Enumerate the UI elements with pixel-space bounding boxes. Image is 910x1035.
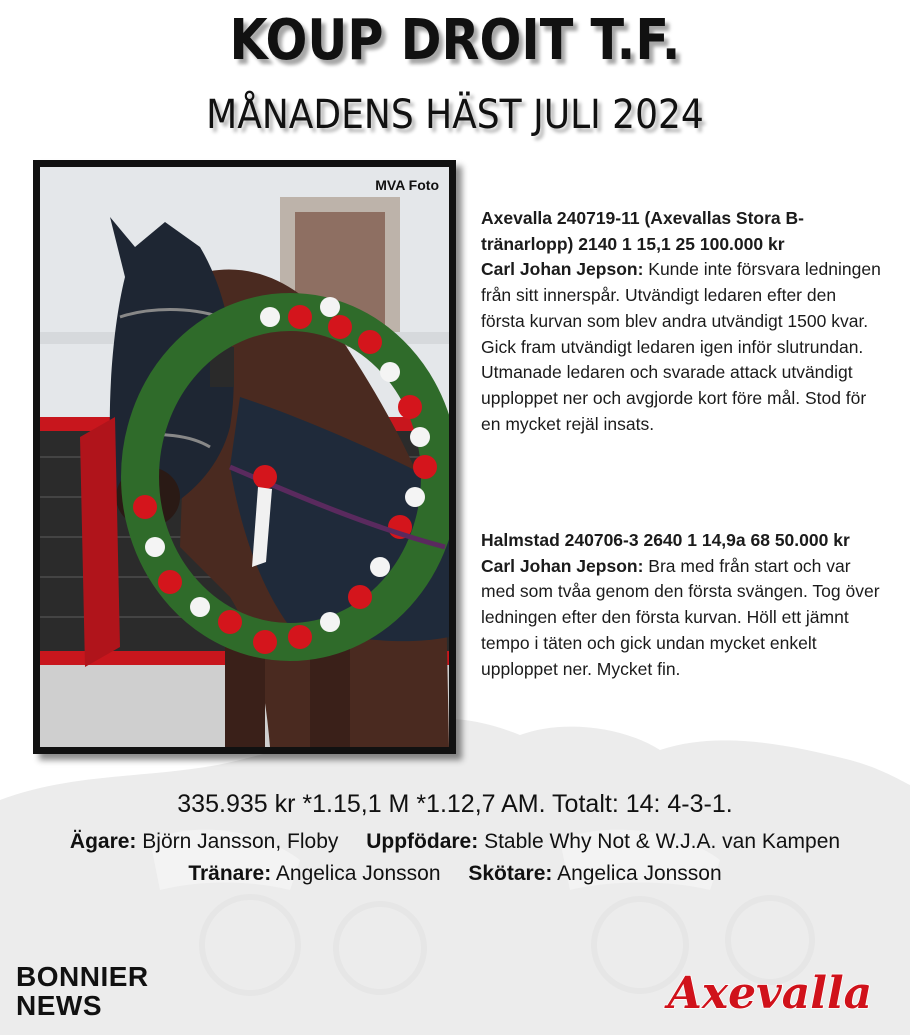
photo-credit: MVA Foto bbox=[375, 177, 439, 193]
race-2-driver: Carl Johan Jepson: bbox=[481, 555, 644, 576]
owner-value: Björn Jansson, Floby bbox=[142, 830, 339, 853]
bonnier-news-logo bbox=[16, 962, 149, 1020]
race-report-2 bbox=[481, 528, 881, 682]
owner-breeder-line bbox=[0, 830, 910, 854]
page-subtitle: MÅNADENS HÄST JULI 2024 bbox=[206, 92, 704, 138]
groom-value: Angelica Jonsson bbox=[557, 862, 722, 885]
bonnier-logo-line-2: NEWS bbox=[16, 990, 102, 1021]
horse-with-wreath-illustration bbox=[40, 167, 449, 747]
trainer-label: Tränare: bbox=[188, 862, 272, 885]
race-1-driver: Carl Johan Jepson: bbox=[481, 259, 644, 280]
trainer-value: Angelica Jonsson bbox=[275, 862, 441, 885]
page-title: KOUP DROIT T.F. bbox=[229, 8, 681, 73]
bonnier-logo-line-1: BONNIER bbox=[16, 961, 149, 992]
horse-photo-frame bbox=[33, 160, 456, 754]
race-report-1 bbox=[481, 206, 881, 437]
axevalla-logo bbox=[644, 962, 896, 1022]
horse-photo bbox=[40, 167, 449, 747]
breeder-value: Stable Why Not & W.J.A. van Kampen bbox=[484, 830, 841, 853]
race-2-comment: Bra med från start och var med som tvåa genom den första svängen. Tog över ledningen efter den första kurvan. Höll ett jämnt tempo i täten och gick undan mycket enkelt upploppet ner. Mycket fin. bbox=[481, 555, 880, 679]
breeder-label: Uppfödare: bbox=[366, 830, 479, 853]
race-1-heading: Axevalla 240719-11 (Axevallas Stora B-tränarlopp) 2140 1 15,1 25 100.000 kr bbox=[481, 208, 804, 254]
groom-label: Skötare: bbox=[468, 862, 553, 885]
owner-label: Ägare: bbox=[69, 830, 137, 853]
trainer-groom-line bbox=[0, 862, 910, 886]
axevalla-logo-text: Axevalla bbox=[667, 968, 873, 1019]
career-stats: 335.935 kr *1.15,1 M *1.12,7 AM. Totalt: 14: 4-3-1. bbox=[177, 790, 733, 818]
race-1-comment: Kunde inte försvara ledningen från sitt innerspår. Utvändigt ledaren efter den första kurvan som blev andra utvändigt 1500 kvar. Gick fram utvändigt ledaren igen inför slutrundan. Utmanade ledaren och svarade attack utvändigt upploppet ner och avgjorde kort före mål. Stod för en mycket rejäl insats. bbox=[481, 259, 881, 434]
race-2-heading: Halmstad 240706-3 2640 1 14,9a 68 50.000 kr bbox=[481, 530, 850, 550]
